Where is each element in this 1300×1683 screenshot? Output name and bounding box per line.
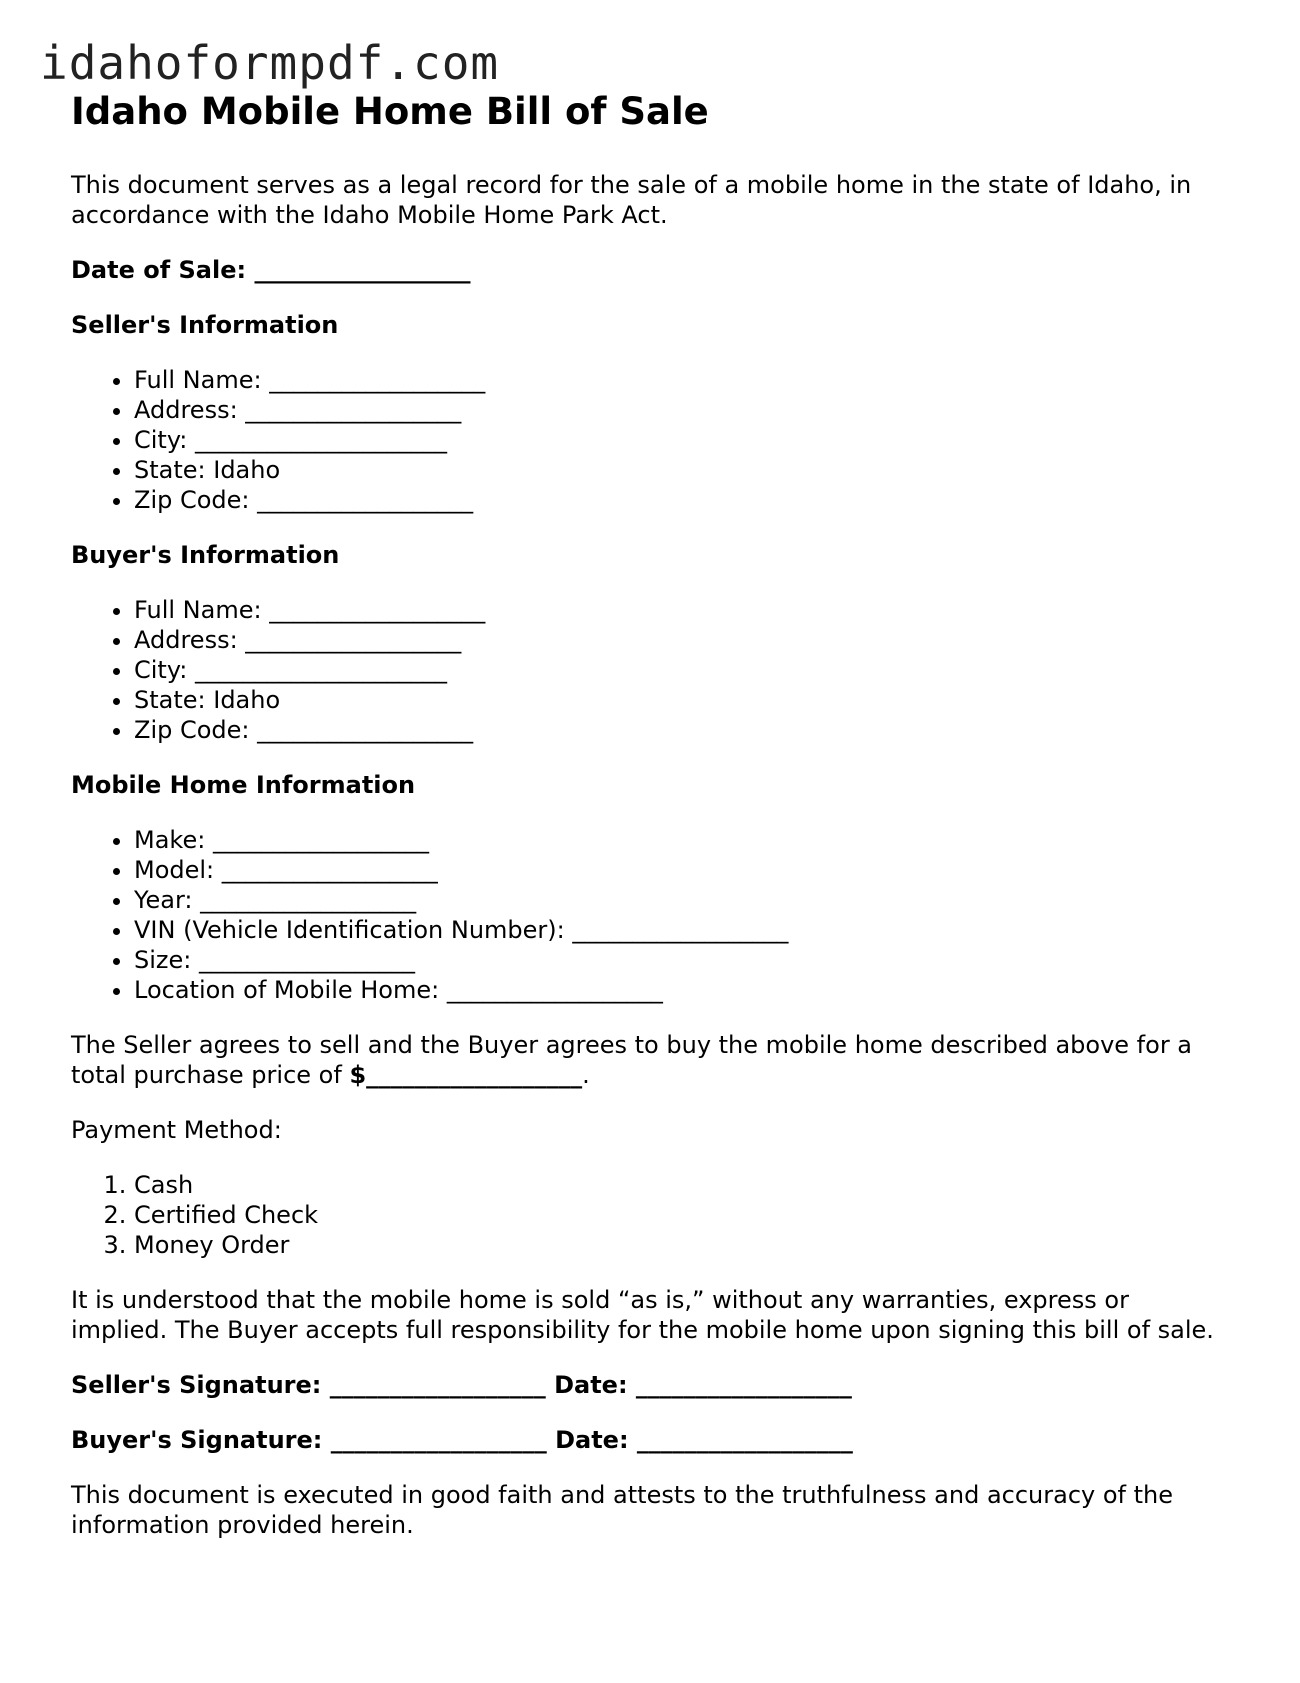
agreement-paragraph: [71, 1030, 1231, 1090]
buyer-info-list: [71, 595, 1231, 745]
payment-option-money-order: 3. Money Order: [134, 1230, 1231, 1260]
intro-paragraph: This document serves as a legal record for the sale of a mobile home in the state of Idaho, in accordance with the Idaho Mobile Home Park Act.: [71, 171, 1192, 229]
seller-signature-line: [71, 1370, 1231, 1400]
buyer-zip-field[interactable]: • Zip Code: __________________: [134, 715, 1231, 745]
date-of-sale-label: Date of Sale:: [71, 256, 247, 284]
document-page: [71, 88, 1231, 1540]
location-field[interactable]: • Location of Mobile Home: __________________: [134, 975, 1231, 1005]
buyer-date-blank[interactable]: __________________: [636, 1426, 853, 1454]
buyer-address-field[interactable]: • Address: __________________: [134, 625, 1231, 655]
buyer-city-field[interactable]: • City: _____________________: [134, 655, 1231, 685]
payment-method-label: Payment Method:: [71, 1116, 282, 1144]
agreement-text: The Seller agrees to sell and the Buyer agrees to buy the mobile home described above for a total purchase price of: [71, 1031, 1193, 1089]
as-is-paragraph: It is understood that the mobile home is sold “as is,” without any warranties, express or implied. The Buyer accepts full responsibility for the mobile home upon signing this bill of sale.: [71, 1286, 1214, 1344]
seller-info-list: [71, 365, 1231, 515]
buyer-state-field: • State: Idaho: [134, 685, 1231, 715]
model-field[interactable]: • Model: __________________: [134, 855, 1231, 885]
seller-date-label: Date:: [554, 1371, 628, 1399]
buyer-signature-line: [71, 1425, 1231, 1455]
seller-signature-blank[interactable]: __________________: [329, 1371, 546, 1399]
make-field[interactable]: • Make: __________________: [134, 825, 1231, 855]
payment-option-cash: 1. Cash: [134, 1170, 1231, 1200]
size-field[interactable]: • Size: __________________: [134, 945, 1231, 975]
payment-option-certified-check: 2. Certified Check: [134, 1200, 1231, 1230]
purchase-price-blank[interactable]: $__________________: [349, 1061, 583, 1089]
seller-zip-field[interactable]: • Zip Code: __________________: [134, 485, 1231, 515]
date-of-sale-field: [71, 255, 1231, 285]
year-field[interactable]: • Year: __________________: [134, 885, 1231, 915]
document-title: Idaho Mobile Home Bill of Sale: [71, 90, 709, 133]
seller-heading: Seller's Information: [71, 311, 339, 339]
seller-date-blank[interactable]: __________________: [635, 1371, 852, 1399]
buyer-full-name-field[interactable]: • Full Name: __________________: [134, 595, 1231, 625]
seller-state-field: • State: Idaho: [134, 455, 1231, 485]
buyer-date-label: Date:: [555, 1426, 629, 1454]
date-of-sale-blank[interactable]: __________________: [254, 256, 471, 284]
mobile-home-info-list: [71, 825, 1231, 1005]
buyer-signature-label: Buyer's Signature:: [71, 1426, 323, 1454]
vin-field[interactable]: • VIN (Vehicle Identification Number): __________________: [134, 915, 1231, 945]
buyer-heading: Buyer's Information: [71, 541, 340, 569]
seller-address-field[interactable]: • Address: __________________: [134, 395, 1231, 425]
buyer-signature-blank[interactable]: __________________: [330, 1426, 547, 1454]
payment-method-list: [71, 1170, 1231, 1260]
seller-city-field[interactable]: • City: _____________________: [134, 425, 1231, 455]
agreement-period: .: [582, 1061, 590, 1089]
seller-signature-label: Seller's Signature:: [71, 1371, 322, 1399]
mobile-home-heading: Mobile Home Information: [71, 771, 416, 799]
site-watermark: idahoformpdf.com: [40, 36, 500, 90]
closing-paragraph: This document is executed in good faith and attests to the truthfulness and accuracy of the information provided herein.: [71, 1481, 1174, 1539]
seller-full-name-field[interactable]: • Full Name: __________________: [134, 365, 1231, 395]
